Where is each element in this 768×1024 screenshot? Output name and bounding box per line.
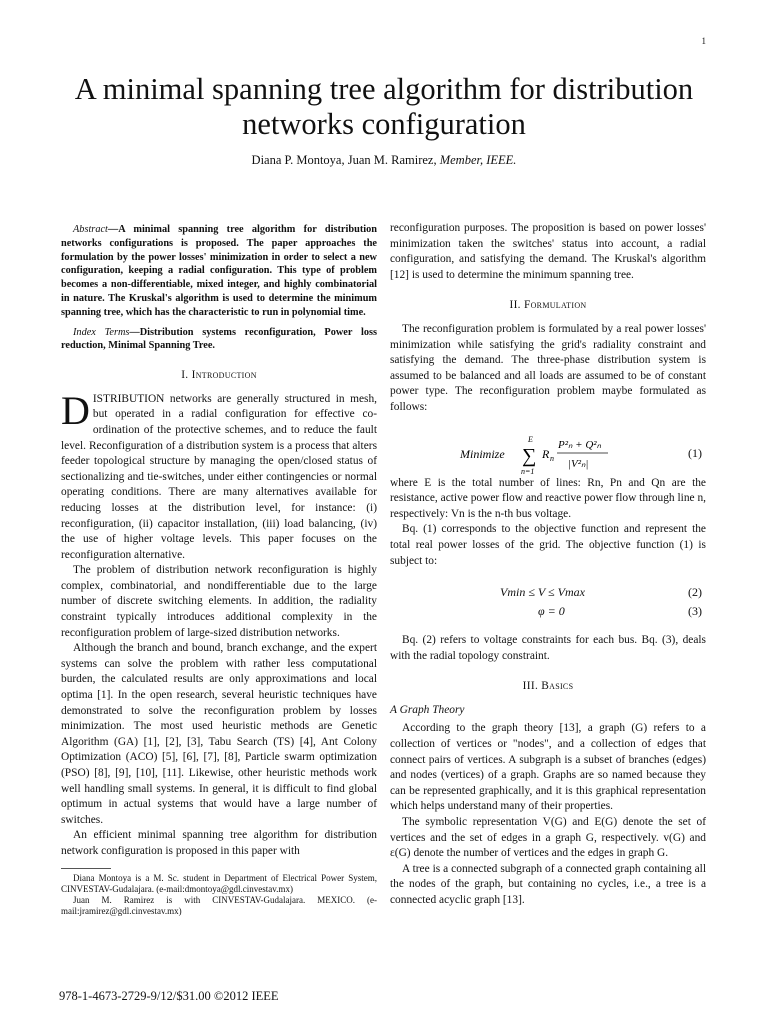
author-line: [40, 153, 728, 168]
svg-text:P²ₙ + Q²ₙ: P²ₙ + Q²ₙ: [558, 438, 601, 451]
author-role: Member, IEEE.: [439, 153, 517, 167]
page-number: 1: [701, 36, 706, 46]
svg-text:E: E: [528, 434, 533, 444]
equation-1-number: (1): [688, 445, 702, 460]
formulation-paragraph-1: The reconfiguration problem is formulated by a real power losses' minimization while satisfying the grid's radiality constraint and satisfying the demand. The three-phase distribution system is assumed to be balanced and all loads are assumed to be of constant power type. The reconfiguration problem maybe formulated as follows:: [390, 322, 706, 413]
formulation-paragraph-2: where E is the total number of lines: Rn, Pn and Qn are the resistance, active power flow and reactive power flow through line n, respectively: Vn is the n-th bus voltage.: [390, 476, 706, 520]
section-introduction-heading: I. Introduction: [181, 369, 257, 382]
section-formulation-heading: II. Formulation: [509, 299, 587, 312]
abstract-label: Abstract: [73, 224, 108, 235]
svg-text:|V²ₙ|: |V²ₙ|: [568, 457, 589, 470]
right-paragraph-1: reconfiguration purposes. The proposition is based on power losses' minimization taken the switches' status into account, a radial configuration, and satisfying the demand. The Kruskal's algorithm [12] is used to determine the minimum spanning tree.: [390, 222, 706, 281]
paper-title: A minimal spanning tree algorithm for distribution networks configuration: [74, 72, 694, 141]
left-column: [61, 223, 377, 917]
svg-text:n: n: [550, 453, 554, 463]
intro-paragraph-1: DISTRIBUTION networks are generally structured in mesh, but operated in a radial configuration for effective co-ordination of the protective schemes, and to reduce the fault level. Reconfiguration of a distribution system is a process that alters feeder topological structure by managing the open/closed status of sectionalizing and tie-switches, under either contingencies or normal operating conditions. There are many alternatives available for reducing losses at the distribution level, for instance: (i) reconfiguration, (ii) capacitor installation, (iii) load balancing, (iv) the use of higher voltage levels. This paper focuses on the reconfiguration alternative.: [61, 387, 377, 561]
section-basics-heading: III. Basics: [522, 680, 574, 693]
drop-cap: D: [61, 387, 90, 433]
right-column: [390, 221, 706, 909]
footnote-rule: [61, 868, 111, 869]
formulation-paragraph-4: Bq. (2) refers to voltage constraints for each bus. Bq. (3), deals with the radial topology constraint.: [390, 634, 706, 662]
equation-2-formula: Vmin ≤ V ≤ Vmax: [500, 585, 585, 600]
index-terms-label: Index Terms: [73, 326, 130, 338]
abstract: [61, 223, 377, 320]
index-terms: [61, 326, 377, 354]
intro-paragraph-4: An efficient minimal spanning tree algorithm for distribution network configuration is proposed in this paper with: [61, 829, 377, 857]
equation-2-number: (2): [688, 585, 702, 600]
formulation-paragraph-3: Bq. (1) corresponds to the objective function and represent the total real power losses of the grid. The objective function (1) is subject to:: [390, 523, 706, 567]
svg-text:n=1: n=1: [521, 466, 535, 476]
equation-1-formula: [390, 428, 706, 476]
author-names: Diana P. Montoya, Juan M. Ramirez,: [251, 153, 437, 167]
abstract-text: —A minimal spanning tree algorithm for distribution networks configurations is proposed. The paper approaches the formulation by the power losses' minimization in order to select a new configuration, keeping a radial configuration. This type of problem becomes a non-differentiable, mixed integer, and highly combinatorial in nature. The Kruskal's algorithm is used to determine the minimum spanning tree, which has the characteristic to run in polynomial time.: [61, 224, 377, 318]
subsection-graph-theory: A Graph Theory: [390, 703, 465, 716]
isbn-copyright: 978-1-4673-2729-9/12/$31.00 ©2012 IEEE: [59, 989, 279, 1003]
footnote-2: Juan M. Ramirez is with CINVESTAV-Gudalajara. MEXICO. (e-mail:jramirez@gdl.cinvestav.mx): [61, 894, 377, 916]
intro-paragraph-3: Although the branch and bound, branch exchange, and the expert systems can solve the problem with rather less computational burden, the calculated results are only approximations and local optima [1]. In the open research, several heuristic techniques have demonstrated to solve the reconfiguration problem by losses minimization. The most used heuristic methods are Genetic Algorithm (GA) [1], [2], [3], Tabu Search (TS) [4], Ant Colony Optimization (ACO) [5], [6], [7], [8], Particle swarm optimization (PSO) [8], [9], [10], [11]. Likewise, other heuristic methods work well handling small systems. In general, it is difficult to find global optimum in actual systems that would have a large number of switches.: [61, 642, 377, 826]
basics-paragraph-2: The symbolic representation V(G) and E(G) denote the set of vertices and the set of edges in a graph G, respectively. v(G) and ε(G) denote the number of vertices and the edges in graph G.: [390, 816, 706, 860]
eq1-minimize: Minimize: [460, 446, 505, 461]
equation-3-formula: φ = 0: [538, 604, 565, 619]
equation-3: [390, 604, 706, 623]
equation-3-number: (3): [688, 604, 702, 619]
index-terms-text: —Distribution systems reconfiguration, Power loss reduction, Minimal Spanning Tree.: [61, 326, 378, 352]
basics-paragraph-3: A tree is a connected subgraph of a connected graph containing all the nodes of the graph, but containing no cycles, i.e., a tree is a connected acyclic graph [13].: [390, 862, 706, 906]
equation-1: [390, 428, 706, 476]
svg-text:R: R: [542, 446, 550, 461]
equation-2: [390, 585, 706, 604]
footnote-1: Diana Montoya is a M. Sc. student in Department of Electrical Power System, CINVESTAV-Gudalajara. (e-mail:dmontoya@gdl.cinvestav.mx): [61, 872, 377, 894]
intro-paragraph-2: The problem of distribution network reconfiguration is highly complex, combinatorial, and nondifferentiable due to the large number of discrete switching elements. In addition, the radiality constraint typically introduces additional complexity in the reconfiguration problem of large-sized distribution networks.: [61, 564, 377, 639]
svg-text:∑: ∑: [522, 444, 537, 467]
basics-paragraph-1: According to the graph theory [13], a graph (G) refers to a collection of vertices or "nodes", and a collection of edges that connect pairs of vertices. A subgraph is a subset of branches (edges) and nodes (vertices) of a graph. Graphs are so named because they can be represented graphically, and it is this graphical representation which helps understand many of their properties.: [390, 722, 706, 813]
